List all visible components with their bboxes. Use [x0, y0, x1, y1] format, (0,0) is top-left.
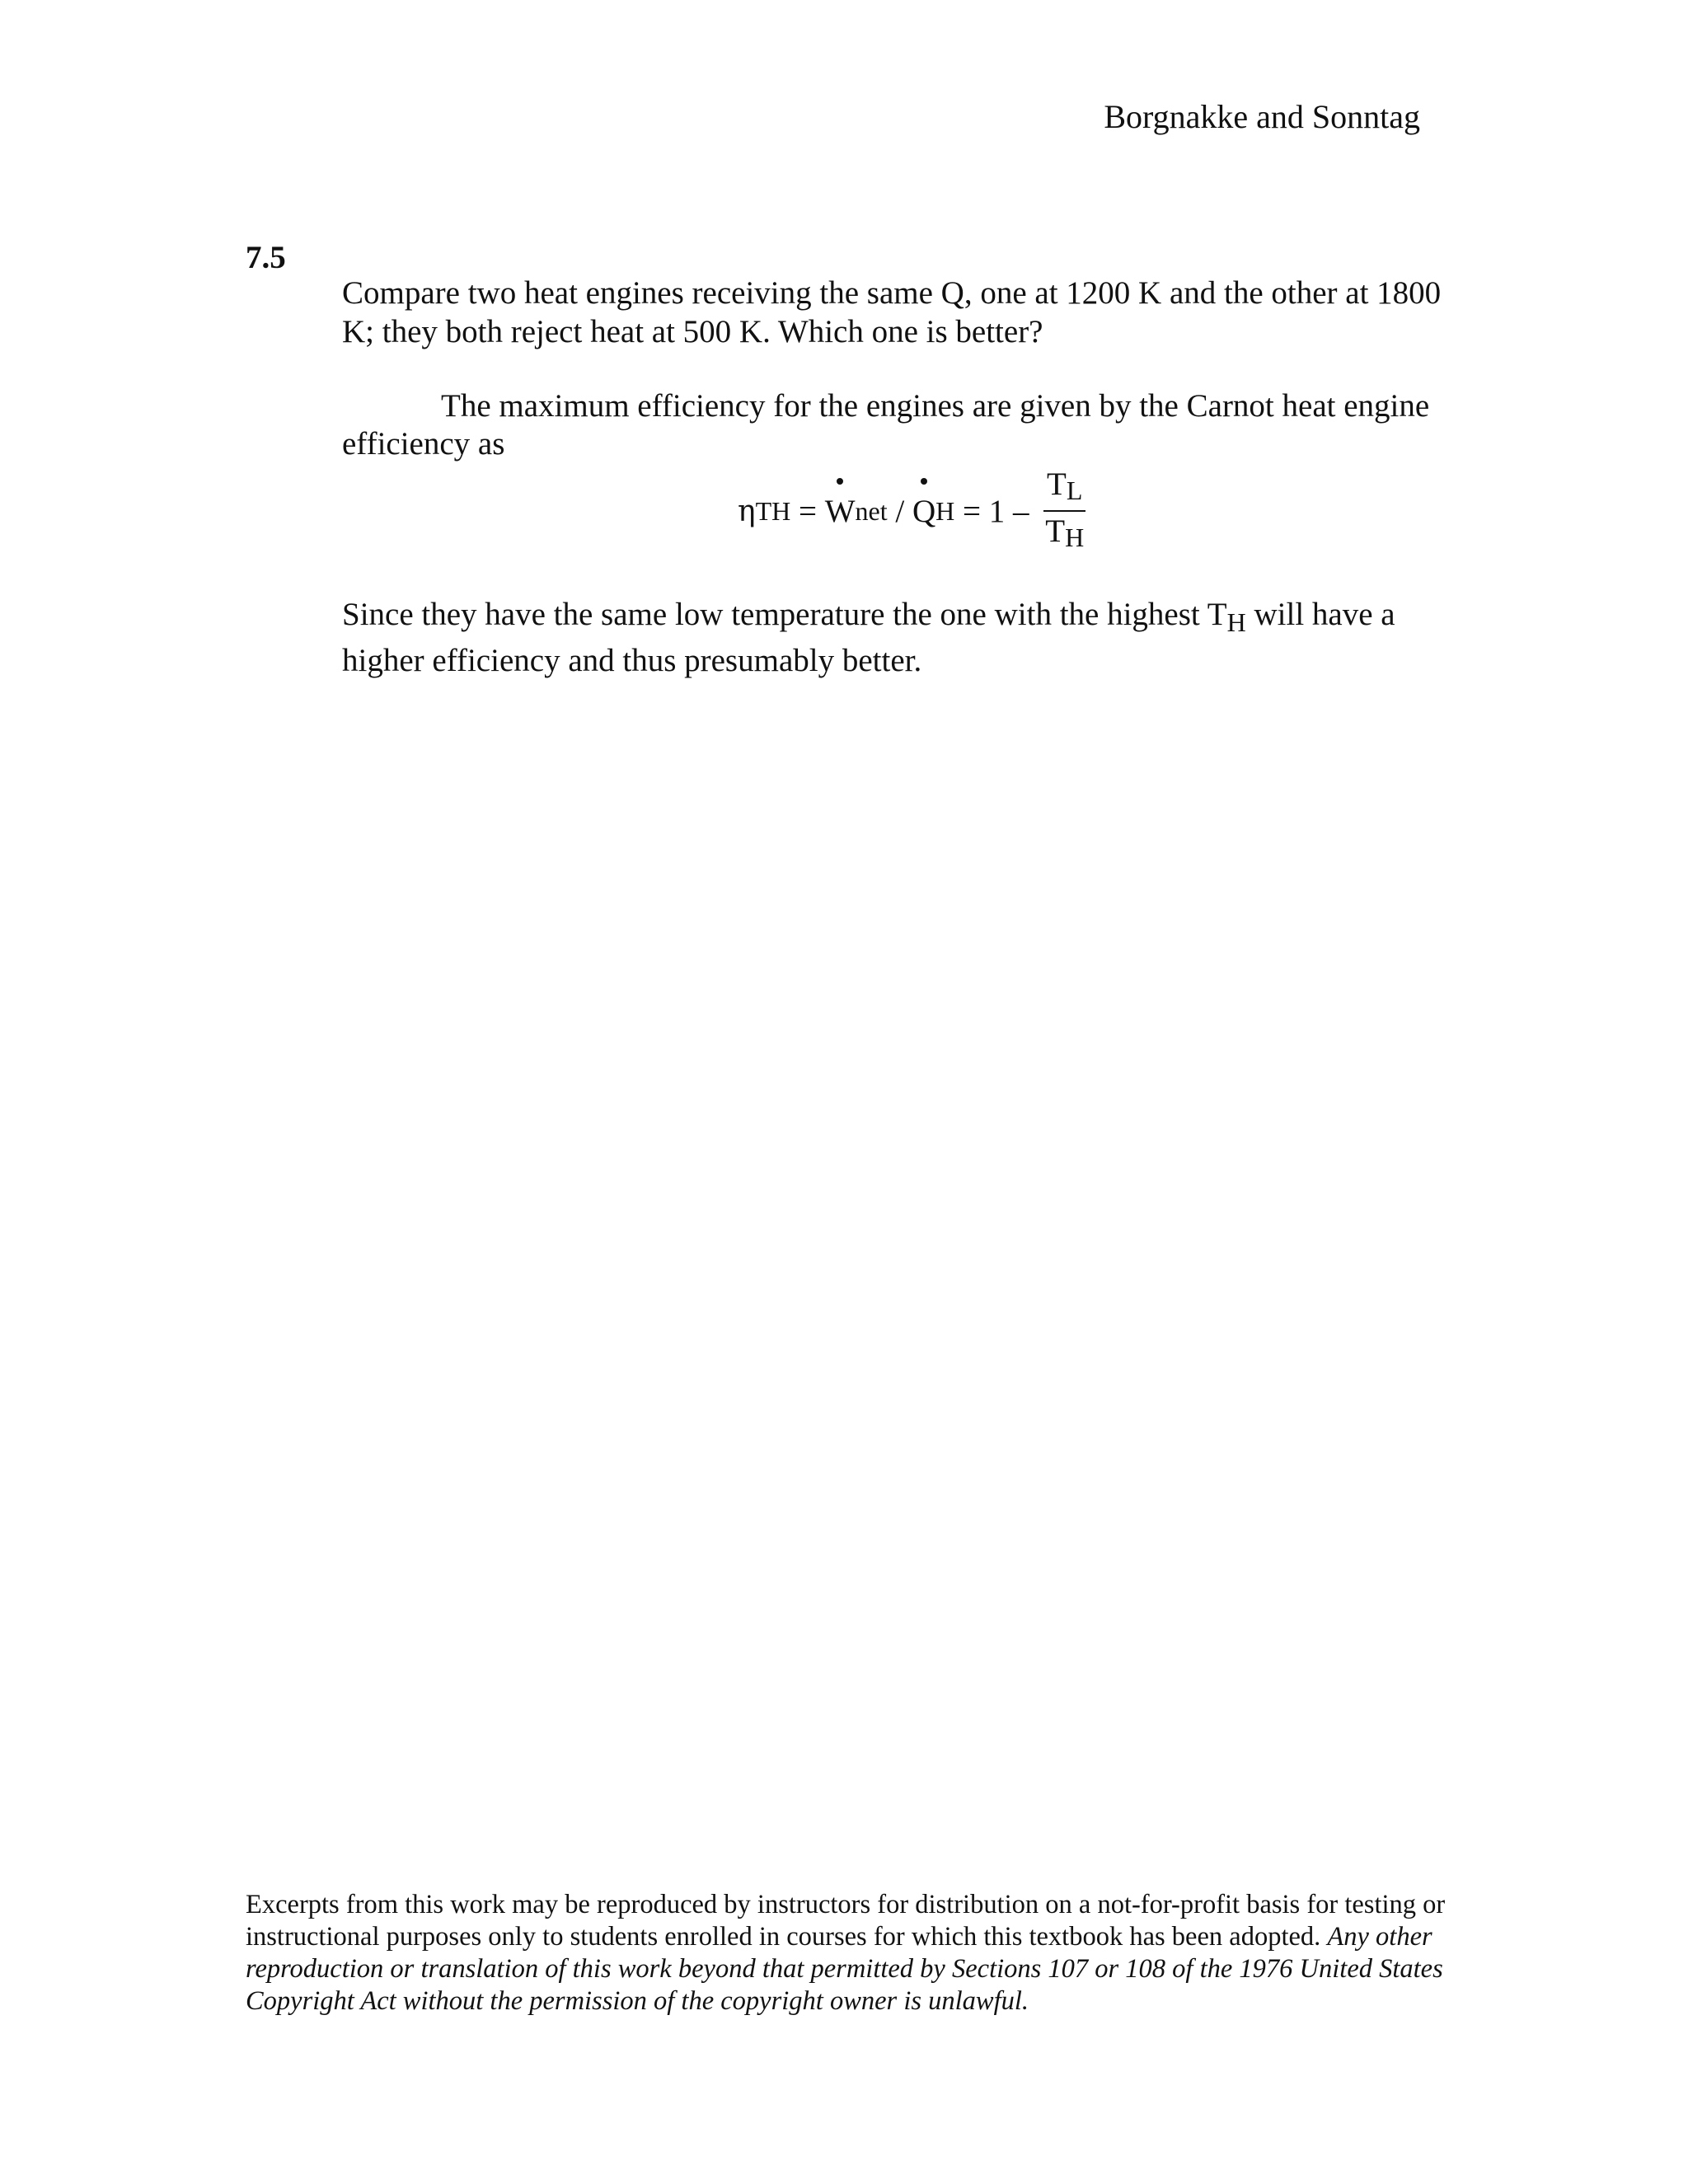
footer-normal-text: Excerpts from this work may be reproduced by instructors for distribution on a not-for-profit basis for testing or instructional purposes only to students enrolled in courses for which this textbook has been adopted.	[246, 1890, 1446, 1952]
conclusion-text-2: will have a higher efficiency and thus presumably better.	[342, 597, 1395, 678]
problem-number: 7.5	[246, 240, 286, 275]
q-symbol: Q	[912, 493, 936, 529]
conclusion-text-1: Since they have the same low temperature the one with the highest T	[342, 597, 1227, 632]
rate-dot-q	[921, 478, 927, 485]
temperature-fraction	[1042, 466, 1087, 555]
division-slash: /	[887, 493, 912, 529]
denominator-subscript: H	[1065, 523, 1085, 552]
eta-symbol: η	[738, 494, 756, 528]
w-symbol: W	[824, 493, 856, 529]
header-author: Borgnakke and Sonntag	[1104, 98, 1420, 135]
equals-sign-1: =	[790, 493, 825, 529]
w-subscript: net	[855, 495, 888, 526]
fraction-numerator	[1043, 466, 1085, 512]
eta-subscript: TH	[755, 495, 791, 526]
conclusion-paragraph	[342, 592, 1451, 684]
conclusion-subscript: H	[1226, 607, 1246, 637]
numerator-symbol: T	[1047, 466, 1067, 502]
numerator-subscript: L	[1066, 476, 1083, 505]
problem-statement	[342, 274, 1447, 351]
copyright-footer	[246, 1889, 1449, 2018]
carnot-efficiency-equation	[738, 466, 1087, 556]
fraction-denominator	[1042, 512, 1087, 555]
footer-italic-text: Any other reproduction or translation of this work beyond that permitted by Sections 107 or 108 of the 1976 United States Copyright Act without the permission of the copyright owner is unlawful.	[246, 1922, 1443, 2016]
rate-dot-w	[837, 478, 843, 485]
denominator-symbol: T	[1045, 513, 1066, 549]
equals-one-minus: = 1 –	[954, 493, 1038, 529]
q-dot-term	[912, 493, 935, 530]
w-dot-term	[825, 493, 856, 530]
q-subscript: H	[935, 495, 955, 526]
carnot-intro-paragraph: The maximum efficiency for the engines are given by the Carnot heat engine efficiency as	[342, 388, 1430, 462]
problem-statement-text: Compare two heat engines receiving the same Q, one at 1200 K and the other at 1800 K; they both reject heat at 500 K. Which one is better?	[342, 275, 1442, 349]
